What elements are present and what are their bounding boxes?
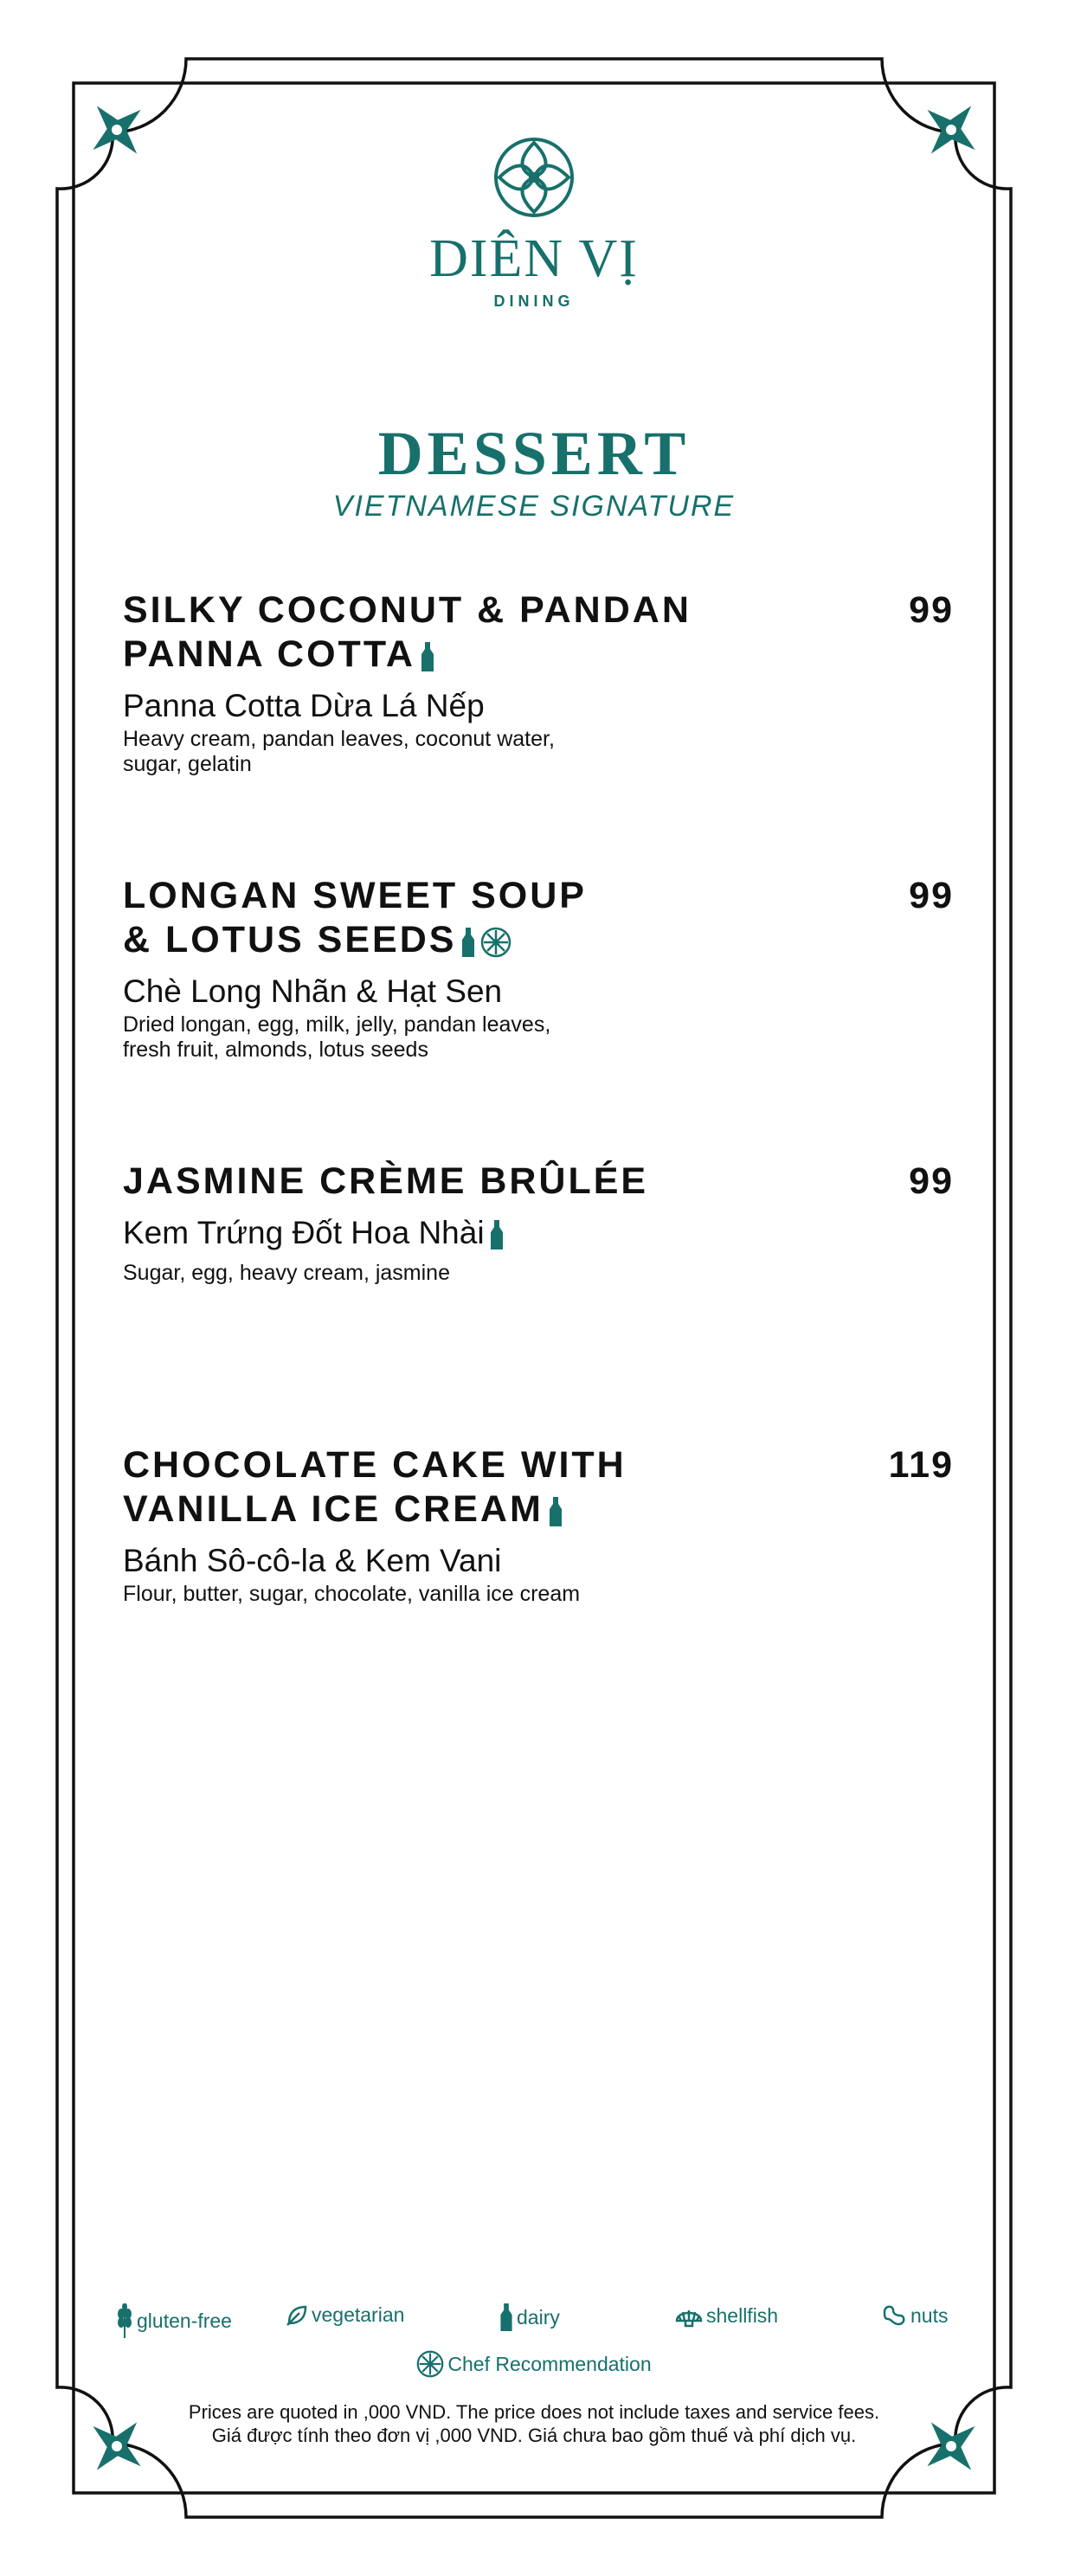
legend-chef-recommendation — [0, 2350, 1068, 2378]
brand-tagline: DINING — [493, 292, 575, 310]
item-price: 119 — [888, 1444, 954, 1486]
menu-item — [123, 588, 954, 777]
wheat-icon — [116, 2303, 133, 2338]
item-vietnamese-name — [123, 1214, 954, 1252]
item-price: 99 — [909, 589, 954, 631]
legend-label: vegetarian — [312, 2303, 405, 2326]
chef-recommendation-icon — [480, 927, 511, 958]
item-description-line: sugar, gelatin — [123, 752, 252, 776]
item-name-line: PANNA COTTA — [123, 633, 415, 675]
item-vietnamese-name: Chè Long Nhãn & Hạt Sen — [123, 973, 503, 1009]
legend-vegetarian — [286, 2303, 404, 2327]
item-price: 99 — [909, 875, 954, 916]
brand-logo-icon — [491, 134, 577, 221]
menu-item — [123, 1160, 954, 1286]
item-name-line: SILKY COCONUT & PANDAN — [123, 589, 692, 631]
item-vietnamese-text: Kem Trứng Đốt Hoa Nhài — [123, 1215, 485, 1250]
item-description-line: fresh fruit, almonds, lotus seeds — [123, 1037, 428, 1062]
item-vietnamese-name: Bánh Sô-cô-la & Kem Vani — [123, 1543, 502, 1578]
price-note-vietnamese: Giá được tính theo đơn vị ,000 VND. Giá chưa bao gồm thuế và phí dịch vụ. — [211, 2425, 857, 2446]
item-description-line: Flour, butter, sugar, chocolate, vanilla ice cream — [123, 1582, 581, 1606]
item-name — [123, 1443, 746, 1532]
item-description — [123, 1582, 815, 1607]
item-vietnamese-name: Panna Cotta Dừa Lá Nếp — [123, 688, 485, 723]
item-name — [123, 588, 746, 677]
price-note-english: Prices are quoted in ,000 VND. The price does not include taxes and service fees. — [188, 2401, 880, 2423]
item-description — [123, 1261, 659, 1286]
legend-gluten-free — [116, 2303, 232, 2338]
legend-label: nuts — [910, 2303, 949, 2327]
dairy-icon — [461, 928, 475, 957]
item-description-line: Dried longan, egg, milk, jelly, pandan leaves, — [123, 1012, 551, 1037]
item-name-line: VANILLA ICE CREAM — [123, 1488, 544, 1530]
item-description-line: Sugar, egg, heavy cream, jasmine — [123, 1261, 450, 1285]
legend-dairy — [499, 2303, 560, 2331]
legend-label: Chef Recommendation — [447, 2352, 652, 2375]
item-name-line: & LOTUS SEEDS — [123, 919, 457, 960]
brand-name: DIÊN VỊ — [429, 229, 639, 288]
section-subtitle: VIETNAMESE SIGNATURE — [332, 490, 736, 523]
legend-label: gluten-free — [137, 2309, 232, 2332]
leaf-icon — [286, 2304, 308, 2327]
item-description — [123, 1012, 659, 1063]
section-title: DESSERT — [377, 419, 691, 488]
menu-item — [123, 874, 954, 1063]
dairy-icon — [421, 642, 434, 671]
item-name — [123, 874, 746, 962]
item-description — [123, 727, 659, 777]
legend-label: dairy — [517, 2305, 560, 2329]
item-name-line: CHOCOLATE CAKE WITH — [123, 1444, 627, 1486]
legend-shellfish — [675, 2303, 778, 2328]
item-name — [123, 1160, 746, 1204]
menu-item — [123, 1443, 954, 1607]
dairy-icon — [499, 2303, 513, 2331]
item-price: 99 — [909, 1160, 954, 1202]
legend-label: shellfish — [706, 2303, 779, 2327]
peanut-icon — [881, 2303, 907, 2328]
item-name-line: LONGAN SWEET SOUP — [123, 875, 587, 916]
dairy-icon — [490, 1220, 504, 1249]
chef-recommendation-icon — [416, 2350, 444, 2378]
dairy-icon — [549, 1497, 563, 1526]
allergen-legend — [0, 2303, 1068, 2338]
shellfish-icon — [675, 2303, 703, 2328]
item-description-line: Heavy cream, pandan leaves, coconut water, — [123, 727, 555, 751]
legend-nuts — [881, 2303, 948, 2328]
item-name-line: JASMINE CRÈME BRÛLÉE — [123, 1160, 649, 1202]
